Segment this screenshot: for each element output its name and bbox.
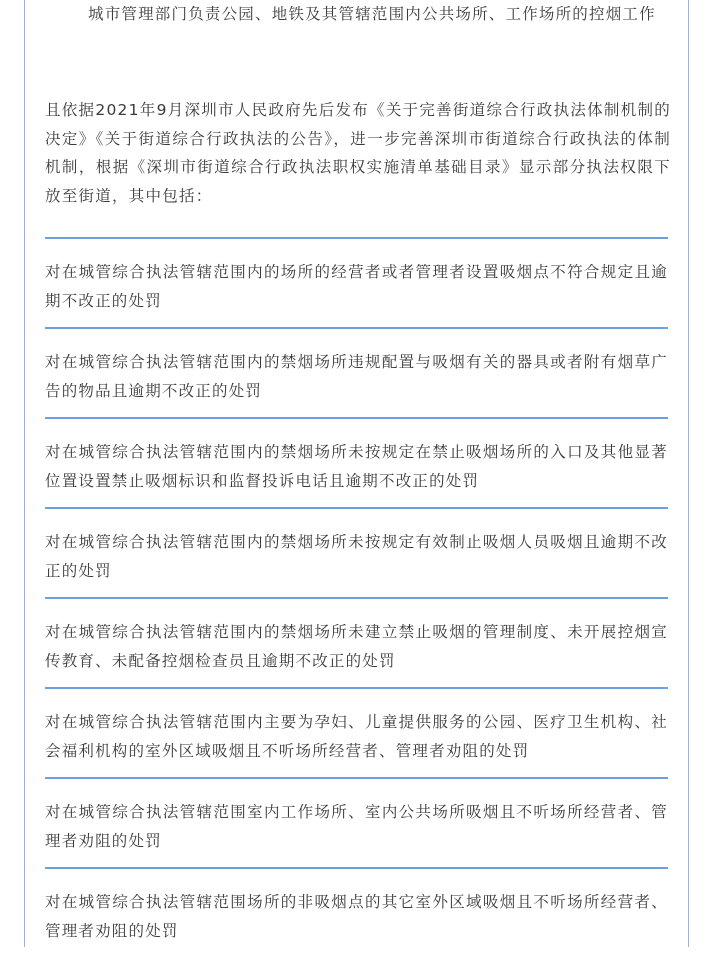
list-item: 对在城管综合执法管辖范围内的禁烟场所未按规定在禁止吸烟场所的入口及其他显著位置设置禁止吸烟标识和监督投诉电话且逾期不改正的处罚 [45,417,668,507]
intro-item: 城市管理部门负责公园、地铁及其管辖范围内公共场所、工作场所的控烟工作 [88,5,656,23]
list-item: 对在城管综合执法管辖范围内的场所的经营者或者管理者设置吸烟点不符合规定且逾期不改正的处罚 [45,237,668,327]
list-item: 对在城管综合执法管辖范围内主要为孕妇、儿童提供服务的公园、医疗卫生机构、社会福利机构的室外区域吸烟且不听场所经营者、管理者劝阻的处罚 [45,687,668,777]
lead-paragraph: 且依据2021年9月深圳市人民政府先后发布《关于完善街道综合行政执法体制机制的决定》《关于街道综合行政执法的公告》，进一步完善深圳市街道综合行政执法的体制机制，根据《深圳市街道综合行政执法职权实施清单基础目录》显示部分执法权限下放至街道，其中包括： [45,101,671,205]
frame-left-border [24,0,25,947]
list-item: 对在城管综合执法管辖范围场所的非吸烟点的其它室外区域吸烟且不听场所经营者、管理者劝阻的处罚 [45,867,668,957]
frame-right-border [688,0,689,947]
enforcement-item-list [45,237,668,957]
list-item: 对在城管综合执法管辖范围内的禁烟场所未按规定有效制止吸烟人员吸烟且逾期不改正的处罚 [45,507,668,597]
list-item: 对在城管综合执法管辖范围内的禁烟场所违规配置与吸烟有关的器具或者附有烟草广告的物品且逾期不改正的处罚 [45,327,668,417]
list-item: 对在城管综合执法管辖范围内的禁烟场所未建立禁止吸烟的管理制度、未开展控烟宣传教育、未配备控烟检查员且逾期不改正的处罚 [45,597,668,687]
list-item: 对在城管综合执法管辖范围室内工作场所、室内公共场所吸烟且不听场所经营者、管理者劝阻的处罚 [45,777,668,867]
